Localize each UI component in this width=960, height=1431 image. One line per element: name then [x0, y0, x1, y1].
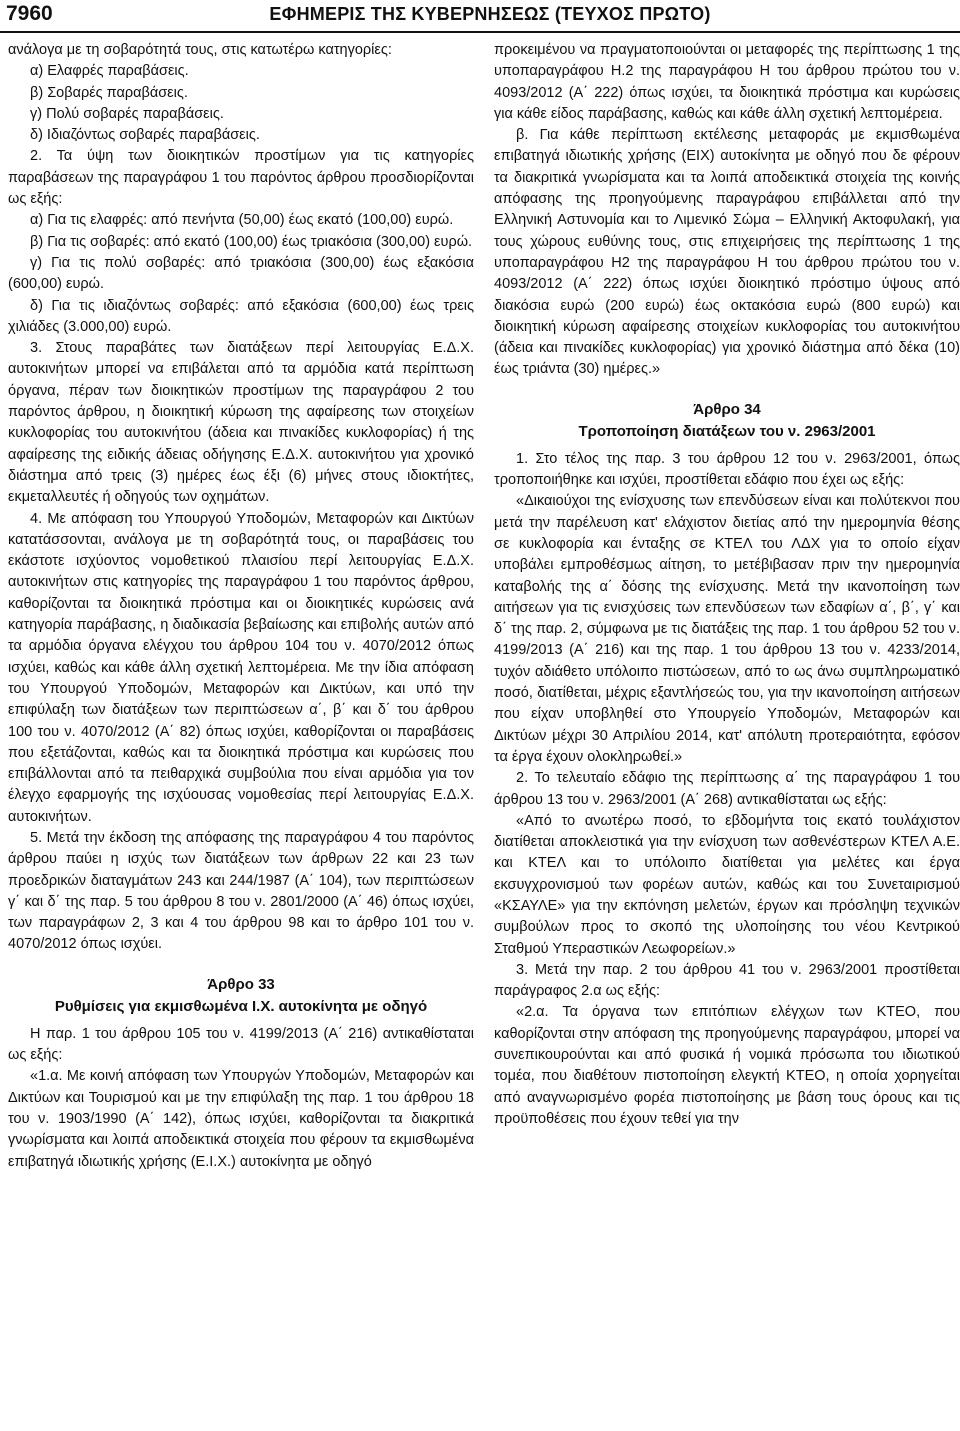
paragraph: β. Για κάθε περίπτωση εκτέλεσης μεταφοράς με εκμισθωμένα επιβατηγά ιδιωτικής χρήσης (ΕΙΧ) αυτοκίνητα με οδηγό που δε φέρουν τα διακριτικά γνωρίσματα και τα λοιπά αποδεικτικά στοιχεία της κοινής απόφασης της προηγούμενης παραγράφου επιβάλλεται από την Ελληνική Αστυνομία και το Λιμενικό Σώμα – Ελληνική Ακτοφυλακή, για τους χώρους ευθύνης τους, στις επιχειρήσεις της περίπτωσης 1 της υποπαραγράφου Η2 της παραγράφου Η του άρθρου πρώτου του ν. 4093/2012 (Α΄ 222) όπως ισχύει διοικητικό πρόστιμο ύψους από διακόσια ευρώ (200 ευρώ) έως οκτακόσια ευρώ (800 ευρώ) και διοικητική κύρωση αφαίρεσης στοιχείων κυκλοφορίας του αυτοκινήτου (άδεια και πινακίδες κυκλοφορίας) για χρονικό διάστημα από δέκα (10) έως τριάντα (30) ημέρες.»: [494, 127, 960, 378]
paragraph: β) Για τις σοβαρές: από εκατό (100,00) έως τριακόσια (300,00) ευρώ.: [30, 233, 473, 250]
paragraph: 5. Μετά την έκδοση της απόφασης της παραγράφου 4 του παρόντος άρθρου παύει η ισχύς των διατάξεων των άρθρων 22 και 23 των προεδρικών διαταγμάτων 243 και 244/1987 (Α΄ 104), των περιπτώσεων γ΄ και δ΄ της παρ. 5 του άρθρου 8 του ν. 2801/2000 (Α΄ 46) όπως ισχύει, των παραγράφων 2, 3 και 4 του άρθρου 98 και το άρθρο 101 του ν. 4070/2012 όπως ισχύει.: [8, 829, 474, 953]
article-33-subtitle: Ρυθμίσεις για εκμισθωμένα Ι.Χ. αυτοκίνητα με οδηγό: [54, 997, 428, 1015]
paragraph: 2. Τα ύψη των διοικητικών προστίμων για τις κατηγορίες παραβάσεων της παραγράφου 1 του παρόντος άρθρου προσδιορίζονται ως εξής:: [8, 148, 474, 208]
paragraph: προκειμένου να πραγματοποιούνται οι μεταφορές της περίπτωσης 1 της υποπαραγράφου Η.2 της παραγράφου Η του άρθρου πρώτου του ν. 4093/2012 (Α΄ 222) όπως ισχύει, τα διοικητικά πρόστιμα και κυρώσεις για κάθε είδος παράβασης, καθώς και κάθε άλλη σχετική λεπτομέρεια.: [494, 42, 960, 122]
paragraph: Η παρ. 1 του άρθρου 105 του ν. 4199/2013 (Α΄ 216) αντικαθίσταται ως εξής:: [8, 1025, 474, 1064]
paragraph: «1.α. Με κοινή απόφαση των Υπουργών Υποδομών, Μεταφορών και Δικτύων και Τουρισμού και με την επιφύλαξη της παρ. 1 του άρθρου 18 του ν. 1903/1990 (Α΄ 142), όπως ισχύει, καθορίζονται τα διακριτικά γνωρίσματα και λοιπά αποδεικτικά στοιχεία που φέρουν τα εκμισθωμένα επιβατηγά ιδιωτικής χρήσης (Ε.Ι.Χ.) αυτοκίνητα με οδηγό: [8, 1068, 474, 1170]
paragraph: δ) Ιδιαζόντως σοβαρές παραβάσεις.: [30, 127, 260, 144]
article-34-heading: Άρθρο 34: [693, 400, 761, 418]
paragraph: 1. Στο τέλος της παρ. 3 του άρθρου 12 του ν. 2963/2001, όπως τροποποιήθηκε και ισχύει, προστίθεται εδάφιο που έχει ως εξής:: [494, 450, 960, 489]
paragraph: δ) Για τις ιδιαζόντως σοβαρές: από εξακόσια (600,00) έως τρεις χιλιάδες (3.000,00) ευρώ.: [8, 297, 474, 335]
page-header: [0, 0, 960, 30]
paragraph: α) Για τις ελαφρές: από πενήντα (50,00) έως εκατό (100,00) ευρώ.: [30, 212, 454, 229]
paragraph: 3. Μετά την παρ. 2 του άρθρου 41 του ν. 2963/2001 προστίθεται παράγραφος 2.α ως εξής:: [494, 961, 960, 1000]
paragraph: β) Σοβαρές παραβάσεις.: [30, 84, 188, 101]
paragraph: 4. Με απόφαση του Υπουργού Υποδομών, Μεταφορών και Δικτύων κατατάσσονται, ανάλογα με τη σοβαρότητά τους, οι παραβάσεις του εκάστοτε ισχύοντος νομοθετικού πλαισίου περί λειτουργίας Ε.Δ.Χ. αυτοκινήτων στις κατηγορίες της παραγράφου 1 του παρόντος άρθρου, καθορίζονται τα διοικητικά πρόστιμα και οι διοικητικές κυρώσεις ανά κατηγορία παράβασης, η διαδικασία βεβαίωσης και επιβολής αυτών από τα αρμόδια όργανα ελέγχου του άρθρου 104 του ν. 4070/2012 όπως ισχύει, καθώς και κάθε άλλη σχετική λεπτομέρεια. Με την ίδια απόφαση του Υπουργού Υποδομών, Μεταφορών και Δικτύων, και υπό την επιφύλαξη των διατάξεων των περιπτώσεων α΄, β΄ και δ΄ του άρθρου 100 του ν. 4070/2012 (Α΄ 82) όπως ισχύει, καθορίζονται οι παραβάσεις που εξετάζονται, καθώς και τα διοικητικά πρόστιμα και κυρώσεις που επιβάλλονται από τα πειθαρχικά συμβούλια που είναι αρμόδια για τον έλεγχο εφαρμογής της ισχύουσας νομοθεσίας περί λειτουργίας Ε.Δ.Χ. αυτοκινήτων.: [8, 510, 474, 825]
paragraph: ανάλογα με τη σοβαρότητά τους, στις κατωτέρω κατηγορίες:: [8, 42, 392, 58]
paragraph: α) Ελαφρές παραβάσεις.: [30, 63, 189, 80]
paragraph: γ) Για τις πολύ σοβαρές: από τριακόσια (300,00) έως εξακόσια (600,00) ευρώ.: [8, 254, 474, 293]
paragraph: 2. Το τελευταίο εδάφιο της περίπτωσης α΄ της παραγράφου 1 του άρθρου 13 του ν. 2963/2001 (Α΄ 268) αντικαθίσταται ως εξής:: [494, 770, 960, 808]
paragraph: «2.α. Τα όργανα των επιτόπιων ελέγχων των ΚΤΕΟ, που καθορίζονται στην απόφαση της προηγούμενης παραγράφου, μπορεί να συνεπικουρούνται και από φυσικά ή νομικά πρόσωπα του ιδιωτικού τομέα, που διαθέτουν πιστοποίηση ελεγκτή ΚΤΕΟ, η οποία χορηγείται από αναγνωρισμένο φορέα πιστοποίησης με βάση τους όρους και τις προϋποθέσεις που έχουν τεθεί για την: [494, 1004, 960, 1127]
header-rule: [0, 31, 960, 33]
paragraph: 3. Στους παραβάτες των διατάξεων περί λειτουργίας Ε.Δ.Χ. αυτοκινήτων μπορεί να επιβάλεται από τα αρμόδια κατά περίπτωση όργανα, πέραν των διοικητικών προστίμων της παραγράφου 2 του παρόντος άρθρου, η διοικητική κύρωση της αφαίρεσης των στοιχείων κυκλοφορίας του αυτοκινήτου (άδεια και πινακίδες κυκλοφορίας) ή της αφαίρεσης της ειδικής άδειας οδήγησης Ε.Δ.Χ. αυτοκινήτου για χρονικό διάστημα από τρεις (3) ημέρες έως έξι (6) μήνες στους ιδιοκτήτες, εκμεταλλευτές ή οδηγούς των οχημάτων.: [8, 340, 474, 506]
paragraph: γ) Πολύ σοβαρές παραβάσεις.: [30, 105, 224, 122]
right-column: [494, 40, 960, 1130]
page-number: 7960: [6, 2, 53, 25]
article-34-subtitle: Τροποποίηση διατάξεων του ν. 2963/2001: [578, 422, 876, 440]
paragraph: «Δικαιούχοι της ενίσχυσης των επενδύσεων είναι και πολύτεκνοι που μετά την παρέλευση κατ' ελάχιστον διετίας από την ημερομηνία θέσης σε κυκλοφορία και ένταξης σε ΚΤΕΛ του ΛΔΧ για το οποίο είχαν υποβάλει εμπροθέσμως αίτηση, το μετέβιβασαν πριν την ημερομηνία καταβολής της α΄ δόσης της ενίσχυσης. Μετά την ικανοποίηση των αιτήσεων για τις ενισχύσεις των επενδύσεων των εδαφίων α΄, β΄, γ΄ και δ΄ της παρ. 2, σύμφωνα με τις διατάξεις της παρ. 1 του άρθρου 52 του ν. 4199/2013 (Α΄ 216) και της παρ. 1 του άρθρου 13 του ν. 4233/2014, τυχόν αδιάθετο υπόλοιπο πιστώσεων, από το ως άνω συμπληρωματικό ποσό, διατίθεται, μέχρις εξαντλήσεώς του, για την ικανοποίηση αιτήσεων που είχαν υποβληθεί στο Υπουργείο Υποδομών, Μεταφορών και Δικτύων μέχρι 30 Απριλίου 2014, κατ' απόλυτη προτεραιότητα, εφόσον τα έργα έχουν ολοκληρωθεί.»: [494, 493, 960, 765]
gazette-title: ΕΦΗΜΕΡΙΣ ΤΗΣ ΚΥΒΕΡΝΗΣΕΩΣ (ΤΕΥΧΟΣ ΠΡΩΤΟ): [269, 4, 711, 24]
article-33-heading: Άρθρο 33: [207, 975, 275, 993]
paragraph: «Από το ανωτέρω ποσό, το εβδομήντα τοις εκατό τουλάχιστον διατίθεται αποκλειστικά για την ενίσχυση των ασθενέστερων ΚΤΕΛ Α.Ε. και ΚΤΕΛ και το υπόλοιπο διατίθεται για μελέτες και έργα εκσυγχρονισμού των φορέων αυτών, καθώς και του Συνεταιρισμού «ΚΣΑΥΛΕ» για την εκπόνηση μελετών, έργων και πρόσληψη τεχνικών συμβούλων προς το σκοπό της υλοποίησης του νέου Κεντρικού Σταθμού Υπεραστικών Λεωφορείων.»: [494, 812, 960, 957]
left-column: [8, 40, 474, 1173]
